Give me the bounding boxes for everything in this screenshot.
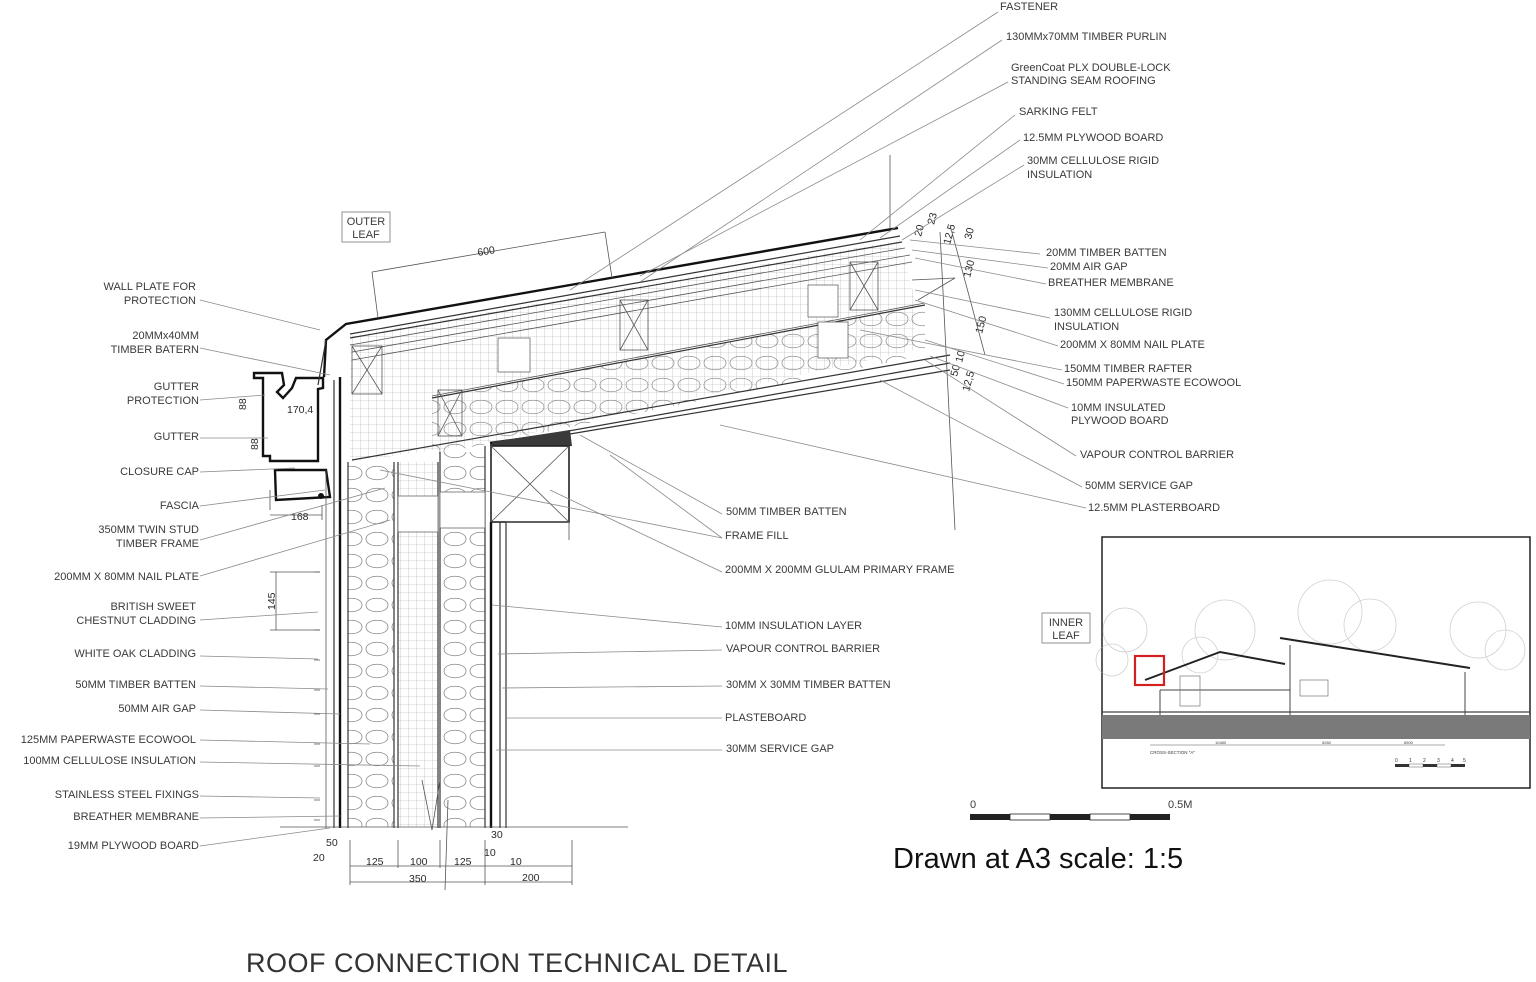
label-vcb-top: VAPOUR CONTROL BARRIER [1080,449,1235,461]
dim-wall-125b: 125 [454,856,472,868]
outer-leaf-line-2: LEAF [352,229,380,241]
dim-roof-12-5: 12,5 [941,222,959,246]
scale-end: 0.5M [1168,799,1193,811]
label-sarking-felt: SARKING FELT [1019,106,1098,118]
label-plasterboard-top: 12.5MM PLASTERBOARD [1088,502,1221,514]
dim-roof-30: 30 [962,226,977,241]
label-stainless-fixings: STAINLESS STEEL FIXINGS [54,789,199,801]
dim-roof-12-5b: 12,5 [960,369,978,393]
drawing-title: ROOF CONNECTION TECHNICAL DETAIL [246,948,789,978]
dim-cladding-spacing: 145 [266,592,278,610]
scale-bar [970,799,1192,820]
label-frame-fill: FRAME FILL [725,530,789,542]
inset-caption: CROSS-SECTION "A" [1150,750,1195,755]
dim-wall-125a: 125 [366,856,384,868]
label-wall-plate: WALL PLATE FOR PROTECTION [103,281,196,307]
inset-tick-2: 2 [1423,758,1426,764]
label-cellulose-left: 100MM CELLULOSE INSULATION [23,755,196,767]
label-twin-stud: 350MM TWIN STUD TIMBER FRAME [98,524,199,550]
label-timber-batten-left: 50MM TIMBER BATTEN [75,679,196,691]
cross-section-inset [1096,537,1530,788]
label-chestnut-cladding: BRITISH SWEET CHESTNUT CLADDING [76,601,196,627]
label-cellulose-30: 30MM CELLULOSE RIGID INSULATION [1027,155,1160,181]
label-timber-batten-20: 20MM TIMBER BATTEN [1046,247,1167,259]
dim-roof-23: 23 [925,211,940,226]
label-gutter-protection: GUTTER PROTECTION [126,381,199,407]
leader-lines [200,12,1086,846]
dim-gutter-h2: 88 [249,438,261,450]
labels-mid-right [725,506,954,755]
label-standing-seam: GreenCoat PLX DOUBLE-LOCK STANDING SEAM ROOFING [1011,62,1171,87]
label-breather-left: BREATHER MEMBRANE [73,811,199,823]
label-service-gap-30: 30MM SERVICE GAP [726,743,834,755]
dim-inner-10a: 10 [484,847,496,859]
label-fastener: FASTENER [1000,1,1059,13]
dim-fascia: 168 [291,511,309,523]
dim-frame: 200 [522,872,540,884]
dim-roof-130: 130 [961,258,978,279]
dim-inner-10b: 10 [510,856,522,868]
inset-tick-0: 0 [1395,758,1398,764]
dim-roof-50: 50 [948,363,963,378]
inner-leaf-tag [1042,613,1090,643]
twin-stud-wall [280,377,628,890]
label-service-gap-50: 50MM SERVICE GAP [1085,480,1193,492]
label-breather-top: BREATHER MEMBRANE [1048,277,1174,289]
dim-wall-100: 100 [410,856,428,868]
labels-left [21,281,200,852]
label-timber-batten-50: 50MM TIMBER BATTEN [726,506,847,518]
dim-roof-20: 20 [912,223,927,238]
dim-gutter-h1: 88 [237,398,249,410]
label-timber-batten-30: 30MM X 30MM TIMBER BATTEN [726,679,891,691]
label-glulam: 200MM X 200MM GLULAM PRIMARY FRAME [725,564,955,576]
labels-top-right [1000,1,1241,514]
inset-dim-3: 6500 [1404,740,1413,745]
label-vcb-mid: VAPOUR CONTROL BARRIER [726,643,881,655]
scale-start: 0 [970,799,977,811]
inset-tick-5: 5 [1463,758,1466,764]
label-air-gap-20: 20MM AIR GAP [1050,261,1128,273]
label-gutter: GUTTER [153,431,199,443]
label-nail-plate-left: 200MM X 80MM NAIL PLATE [54,571,199,583]
label-ecowool-left: 125MM PAPERWASTE ECOWOOL [20,734,196,746]
inset-tick-4: 4 [1451,758,1454,764]
dim-gutter-width: 170,4 [287,404,314,416]
dim-base-50: 50 [326,837,338,849]
dim-inner-30: 30 [491,829,503,841]
inset-dim-1: 10480 [1215,740,1227,745]
label-ecowool-top: 150MM PAPERWASTE ECOWOOL [1066,377,1242,389]
dim-base-20: 20 [313,852,325,864]
scale-note: Drawn at A3 scale: 1:5 [893,843,1184,875]
inset-tick-3: 3 [1437,758,1440,764]
inner-leaf-line-2: LEAF [1052,630,1080,642]
label-plywood-top: 12.5MM PLYWOOD BOARD [1023,132,1164,144]
outer-leaf-tag [342,212,390,242]
inset-tick-1: 1 [1409,758,1412,764]
inner-leaf-line-1: INNER [1048,617,1084,629]
label-closure-cap: CLOSURE CAP [120,466,199,478]
label-timber-batern: 20MMx40MM TIMBER BATERN [110,330,199,356]
label-timber-rafter: 150MM TIMBER RAFTER [1064,363,1193,375]
dim-roof-span: 600 [476,244,496,259]
label-insulated-plywood: 10MM INSULATED PLYWOOD BOARD [1071,402,1169,427]
dim-roof-150: 150 [973,314,990,335]
outer-leaf-line-1: OUTER [346,216,386,228]
label-plasteboard: PLASTEBOARD [725,712,807,724]
inset-dim-2: 5260 [1322,740,1331,745]
dim-roof-10: 10 [953,349,968,364]
label-nail-plate-top: 200MM X 80MM NAIL PLATE [1060,339,1205,351]
dim-wall-total: 350 [409,873,427,885]
label-purlin: 130MMx70MM TIMBER PURLIN [1006,31,1167,43]
label-white-oak: WHITE OAK CLADDING [74,648,196,660]
label-insulation-layer: 10MM INSULATION LAYER [725,620,863,632]
label-fascia: FASCIA [159,500,199,512]
label-air-gap-left: 50MM AIR GAP [118,703,196,715]
label-plywood-left: 19MM PLYWOOD BOARD [67,840,199,852]
label-cellulose-130: 130MM CELLULOSE RIGID INSULATION [1054,307,1193,333]
